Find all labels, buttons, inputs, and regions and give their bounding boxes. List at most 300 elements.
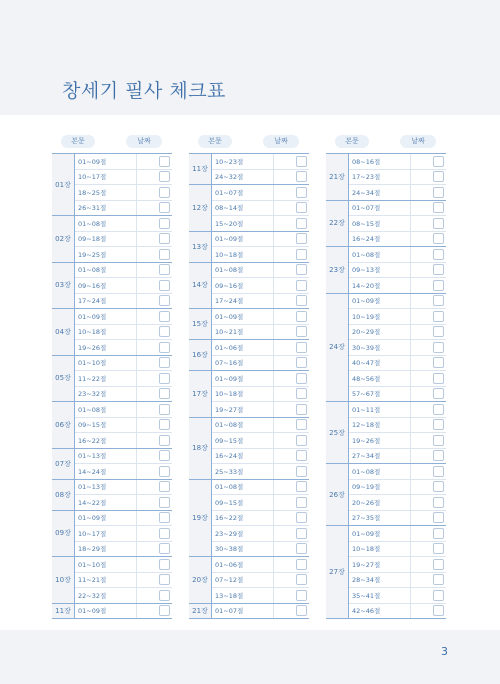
date-cell (274, 419, 309, 430)
verse-range: 01~09절 (349, 526, 411, 541)
checkbox[interactable] (433, 249, 444, 260)
verse-range: 08~14절 (212, 201, 274, 216)
checkbox[interactable] (433, 233, 444, 244)
verse-row (75, 387, 172, 402)
checkbox[interactable] (433, 171, 444, 182)
text-header: 본문 (335, 135, 369, 148)
verse-row (212, 511, 309, 527)
verse-row (212, 154, 309, 170)
column-header (52, 135, 172, 151)
verse-range: 01~09절 (75, 154, 137, 169)
checkbox[interactable] (296, 373, 307, 384)
checkbox[interactable] (433, 218, 444, 229)
verse-row (212, 604, 309, 619)
checkbox[interactable] (296, 605, 307, 616)
verse-range: 01~08절 (212, 263, 274, 278)
checkbox[interactable] (296, 218, 307, 229)
verse-row (349, 170, 446, 186)
date-cell (411, 264, 446, 275)
chapter-label: 03장 (52, 263, 75, 309)
checkbox[interactable] (159, 497, 170, 508)
date-cell (411, 311, 446, 322)
chapter-label: 08장 (52, 480, 75, 510)
verse-range: 14~24절 (75, 464, 137, 479)
date-cell (274, 481, 309, 492)
verse-range: 01~09절 (349, 294, 411, 309)
checkbox[interactable] (296, 202, 307, 213)
checkbox[interactable] (159, 249, 170, 260)
verse-row (212, 309, 309, 325)
date-cell (137, 264, 172, 275)
checkbox[interactable] (159, 450, 170, 461)
chapter-label: 09장 (52, 511, 75, 557)
date-cell (274, 233, 309, 244)
checkbox[interactable] (433, 528, 444, 539)
verse-range: 01~09절 (212, 371, 274, 386)
checklist-column-2 (189, 135, 309, 619)
checkbox[interactable] (433, 388, 444, 399)
verse-row (349, 263, 446, 279)
verse-row (75, 433, 172, 448)
date-cell (411, 419, 446, 430)
verse-row (75, 325, 172, 341)
verse-range: 22~32절 (75, 588, 137, 603)
verse-range: 23~32절 (75, 387, 137, 402)
checkbox[interactable] (296, 311, 307, 322)
date-cell (137, 590, 172, 601)
verse-range: 25~33절 (212, 464, 274, 479)
verse-range: 01~06절 (212, 557, 274, 572)
checklist-column-3 (326, 135, 446, 619)
checkbox[interactable] (159, 419, 170, 430)
verse-range: 11~22절 (75, 371, 137, 386)
verse-range: 35~41절 (349, 588, 411, 603)
checkbox[interactable] (296, 388, 307, 399)
text-header: 본문 (198, 135, 232, 148)
checkbox[interactable] (159, 311, 170, 322)
checkbox[interactable] (433, 574, 444, 585)
checkbox[interactable] (296, 326, 307, 337)
checkbox[interactable] (159, 156, 170, 167)
date-cell (274, 357, 309, 368)
chapter-block (189, 604, 309, 620)
verse-range: 18~25절 (75, 185, 137, 200)
verse-range: 10~19절 (349, 309, 411, 324)
checkbox[interactable] (433, 264, 444, 275)
verse-row (349, 464, 446, 480)
date-cell (274, 590, 309, 601)
checkbox[interactable] (159, 357, 170, 368)
verse-row (75, 449, 172, 465)
date-cell (411, 357, 446, 368)
checkbox[interactable] (159, 590, 170, 601)
verse-row (349, 278, 446, 293)
checkbox[interactable] (296, 171, 307, 182)
checkbox[interactable] (296, 249, 307, 260)
date-cell (274, 187, 309, 198)
date-cell (137, 404, 172, 415)
verse-range: 19~26절 (75, 340, 137, 355)
verse-range: 14~20절 (349, 278, 411, 293)
verse-row (75, 371, 172, 387)
checkbox[interactable] (296, 187, 307, 198)
date-cell (411, 218, 446, 229)
date-cell (137, 326, 172, 337)
checkbox[interactable] (433, 342, 444, 353)
verse-row (75, 588, 172, 603)
checkbox[interactable] (296, 543, 307, 554)
verse-range: 42~46절 (349, 604, 411, 619)
checkbox[interactable] (433, 311, 444, 322)
verse-row (212, 557, 309, 573)
verse-row (349, 542, 446, 558)
checkbox[interactable] (296, 233, 307, 244)
verse-row (212, 495, 309, 511)
date-cell (411, 280, 446, 291)
chapter-label: 10장 (52, 557, 75, 603)
verse-row (349, 402, 446, 418)
chapter-block (52, 511, 172, 558)
chapter-label: 20장 (189, 557, 212, 603)
verse-row (75, 542, 172, 557)
verse-row (349, 480, 446, 496)
date-cell (137, 605, 172, 616)
checkbox[interactable] (433, 295, 444, 306)
checkbox[interactable] (296, 450, 307, 461)
date-cell (274, 156, 309, 167)
checkbox[interactable] (433, 419, 444, 430)
verse-row (212, 433, 309, 449)
checkbox[interactable] (159, 373, 170, 384)
date-cell (137, 156, 172, 167)
checkbox[interactable] (159, 264, 170, 275)
checkbox[interactable] (296, 590, 307, 601)
checkbox[interactable] (159, 388, 170, 399)
chapter-label: 27장 (326, 526, 349, 618)
date-cell (411, 528, 446, 539)
verse-range: 19~26절 (349, 433, 411, 448)
verse-row (75, 495, 172, 510)
chapter-block (52, 449, 172, 480)
chapter-block (326, 247, 446, 294)
date-cell (411, 202, 446, 213)
checkbox[interactable] (433, 435, 444, 446)
checkbox[interactable] (159, 559, 170, 570)
checkbox[interactable] (159, 280, 170, 291)
checklist-grid (326, 153, 446, 619)
verse-row (349, 433, 446, 449)
chapter-block (189, 480, 309, 558)
verse-range: 40~47절 (349, 356, 411, 371)
date-cell (411, 233, 446, 244)
checkbox[interactable] (296, 295, 307, 306)
verse-row (349, 185, 446, 200)
verse-row (212, 294, 309, 309)
verse-row (212, 573, 309, 589)
chapter-block (326, 294, 446, 403)
checkbox[interactable] (433, 559, 444, 570)
verse-range: 10~21절 (212, 325, 274, 340)
page-header (0, 0, 500, 115)
verse-range: 01~09절 (75, 309, 137, 324)
checkbox[interactable] (296, 280, 307, 291)
chapter-label: 19장 (189, 480, 212, 557)
checkbox[interactable] (296, 419, 307, 430)
chapter-block (52, 402, 172, 449)
checkbox[interactable] (433, 357, 444, 368)
verse-range: 14~22절 (75, 495, 137, 510)
verse-range: 01~07절 (349, 201, 411, 216)
checkbox[interactable] (433, 543, 444, 554)
date-cell (274, 512, 309, 523)
checklist-grid (52, 153, 172, 619)
checkbox[interactable] (433, 280, 444, 291)
checkbox[interactable] (296, 342, 307, 353)
verse-row (349, 309, 446, 325)
checkbox[interactable] (433, 481, 444, 492)
verse-range: 19~25절 (75, 247, 137, 262)
date-cell (137, 512, 172, 523)
verse-row (212, 588, 309, 603)
checkbox[interactable] (433, 326, 444, 337)
checkbox[interactable] (433, 202, 444, 213)
date-cell (411, 590, 446, 601)
chapter-label: 06장 (52, 402, 75, 448)
checkbox[interactable] (296, 264, 307, 275)
chapter-block (189, 340, 309, 371)
verse-row (212, 464, 309, 479)
date-cell (137, 373, 172, 384)
verse-range: 57~67절 (349, 387, 411, 402)
date-cell (137, 202, 172, 213)
date-cell (137, 249, 172, 260)
checkbox[interactable] (159, 481, 170, 492)
verse-range: 09~15절 (212, 495, 274, 510)
verse-row (75, 604, 172, 619)
verse-row (75, 464, 172, 479)
date-cell (274, 295, 309, 306)
verse-row (349, 495, 446, 511)
date-cell (411, 574, 446, 585)
date-cell (411, 512, 446, 523)
verse-range: 18~29절 (75, 542, 137, 557)
checkbox[interactable] (433, 512, 444, 523)
checklist-grid (189, 153, 309, 619)
verse-row (75, 480, 172, 496)
date-cell (274, 171, 309, 182)
verse-row (212, 216, 309, 231)
date-cell (411, 326, 446, 337)
date-cell (274, 218, 309, 229)
verse-range: 09~15절 (212, 433, 274, 448)
chapter-block (52, 356, 172, 403)
chapter-block (189, 232, 309, 263)
chapter-block (52, 604, 172, 620)
checkbox[interactable] (296, 404, 307, 415)
date-cell (274, 388, 309, 399)
checkbox[interactable] (433, 156, 444, 167)
chapter-label: 01장 (52, 154, 75, 215)
verse-row (349, 526, 446, 542)
verse-range: 19~27절 (349, 557, 411, 572)
page-title: 창세기 필사 체크표 (62, 80, 226, 102)
date-cell (411, 450, 446, 461)
date-cell (274, 435, 309, 446)
verse-range: 13~18절 (212, 588, 274, 603)
chapter-label: 18장 (189, 418, 212, 479)
date-header: 날짜 (263, 135, 299, 148)
verse-range: 10~18절 (349, 542, 411, 557)
date-cell (411, 249, 446, 260)
verse-range: 01~09절 (75, 511, 137, 526)
date-cell (274, 249, 309, 260)
checkbox[interactable] (433, 373, 444, 384)
chapter-label: 04장 (52, 309, 75, 355)
verse-range: 20~29절 (349, 325, 411, 340)
date-cell (137, 357, 172, 368)
verse-row (75, 185, 172, 201)
chapter-label: 07장 (52, 449, 75, 479)
verse-row (212, 480, 309, 496)
checkbox[interactable] (159, 171, 170, 182)
checkbox[interactable] (296, 481, 307, 492)
date-cell (411, 171, 446, 182)
verse-row (212, 387, 309, 403)
checkbox[interactable] (159, 202, 170, 213)
verse-range: 30~38절 (212, 542, 274, 557)
verse-row (75, 418, 172, 434)
verse-range: 01~07절 (212, 604, 274, 619)
verse-range: 16~24절 (212, 449, 274, 464)
chapter-block (189, 154, 309, 185)
verse-row (75, 247, 172, 262)
date-cell (274, 373, 309, 384)
verse-row (75, 356, 172, 372)
verse-row (212, 325, 309, 340)
date-cell (274, 342, 309, 353)
verse-range: 28~34절 (349, 573, 411, 588)
verse-row (212, 418, 309, 434)
verse-row (349, 418, 446, 434)
checkbox[interactable] (433, 605, 444, 616)
checkbox[interactable] (433, 404, 444, 415)
checkbox[interactable] (159, 466, 170, 477)
verse-row (75, 216, 172, 232)
date-cell (137, 466, 172, 477)
checkbox[interactable] (296, 574, 307, 585)
verse-range: 01~11절 (349, 402, 411, 417)
date-cell (137, 388, 172, 399)
chapter-label: 24장 (326, 294, 349, 402)
date-cell (274, 574, 309, 585)
checkbox[interactable] (159, 218, 170, 229)
checkbox[interactable] (296, 559, 307, 570)
verse-row (75, 557, 172, 573)
checkbox[interactable] (159, 605, 170, 616)
verse-row (349, 604, 446, 619)
checkbox[interactable] (296, 156, 307, 167)
verse-row (212, 232, 309, 248)
verse-range: 01~08절 (349, 464, 411, 479)
checkbox[interactable] (159, 187, 170, 198)
checkbox[interactable] (296, 466, 307, 477)
checkbox[interactable] (159, 326, 170, 337)
checkbox[interactable] (433, 590, 444, 601)
verse-row (212, 170, 309, 185)
verse-range: 30~39절 (349, 340, 411, 355)
verse-row (349, 201, 446, 217)
verse-row (75, 278, 172, 294)
verse-range: 09~16절 (212, 278, 274, 293)
verse-range: 01~10절 (75, 356, 137, 371)
verse-row (349, 573, 446, 589)
checkbox[interactable] (296, 357, 307, 368)
verse-row (75, 340, 172, 355)
verse-range: 01~06절 (212, 340, 274, 355)
verse-range: 01~08절 (212, 480, 274, 495)
verse-row (212, 201, 309, 217)
verse-range: 01~08절 (75, 402, 137, 417)
checkbox[interactable] (296, 497, 307, 508)
date-cell (411, 497, 446, 508)
date-header: 날짜 (400, 135, 436, 148)
verse-row (75, 232, 172, 248)
verse-range: 09~15절 (75, 418, 137, 433)
verse-range: 15~20절 (212, 216, 274, 231)
date-cell (137, 311, 172, 322)
chapter-label: 21장 (189, 604, 212, 619)
checkbox[interactable] (433, 187, 444, 198)
date-cell (137, 435, 172, 446)
checkbox[interactable] (159, 543, 170, 554)
verse-range: 01~13절 (75, 480, 137, 495)
verse-range: 16~24절 (349, 232, 411, 247)
verse-row (212, 449, 309, 465)
verse-row (349, 247, 446, 263)
date-cell (274, 311, 309, 322)
date-cell (274, 202, 309, 213)
checkbox[interactable] (159, 512, 170, 523)
checkbox[interactable] (296, 528, 307, 539)
verse-range: 01~08절 (212, 418, 274, 433)
verse-range: 01~08절 (75, 216, 137, 231)
date-cell (137, 543, 172, 554)
checkbox[interactable] (433, 497, 444, 508)
checkbox[interactable] (433, 466, 444, 477)
checkbox[interactable] (159, 233, 170, 244)
verse-range: 08~16절 (349, 154, 411, 169)
checkbox[interactable] (159, 528, 170, 539)
date-cell (274, 605, 309, 616)
checkbox[interactable] (159, 342, 170, 353)
checkbox[interactable] (159, 295, 170, 306)
checkbox[interactable] (159, 435, 170, 446)
checkbox[interactable] (159, 574, 170, 585)
chapter-block (326, 464, 446, 526)
verse-range: 10~18절 (212, 247, 274, 262)
chapter-block (189, 418, 309, 480)
checkbox[interactable] (296, 435, 307, 446)
date-cell (137, 233, 172, 244)
checkbox[interactable] (433, 450, 444, 461)
checkbox[interactable] (296, 512, 307, 523)
date-cell (274, 404, 309, 415)
date-cell (137, 419, 172, 430)
checkbox[interactable] (159, 404, 170, 415)
date-cell (137, 497, 172, 508)
verse-range: 09~16절 (75, 278, 137, 293)
date-cell (137, 342, 172, 353)
